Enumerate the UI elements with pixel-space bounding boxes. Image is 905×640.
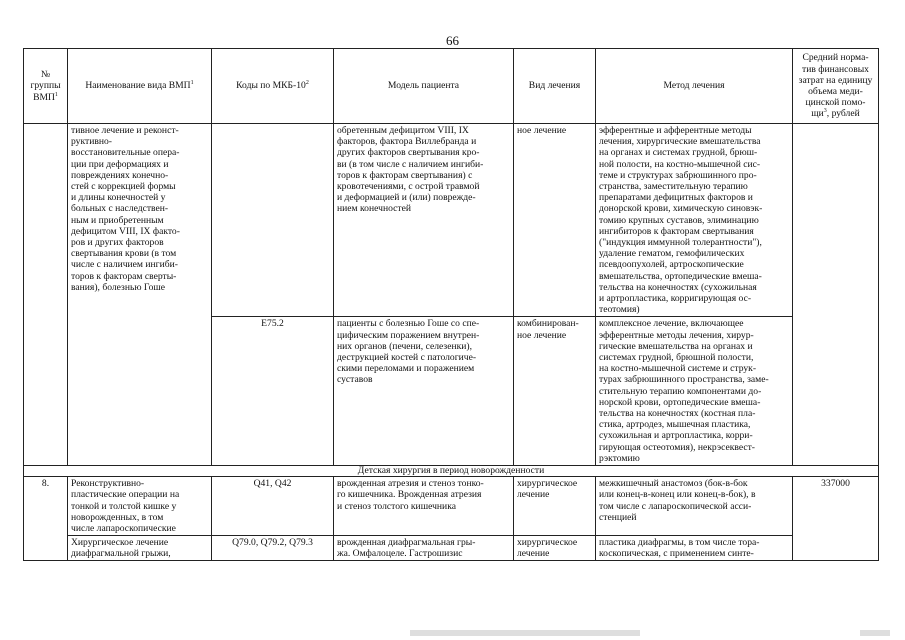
- treatment-method-cell: межкишечный анастомоз (бок-в-бок или конец-в-конец или конец-в-бок), в том числе с лапароскопической асси- стенцией: [596, 477, 793, 536]
- vmp-name-cell: тивное лечение и реконст- руктивно- восстановительные опера- ции при деформациях и повреждениях конечно- стей с коррекцией формы и длины конечностей у больных с наследствен- ным и приобретенным дефицитом VIII, IX факто- ров и других факторов свертывания крови (в том числе с наличием ингиби- торов к факторам сверты- вания), болезнью Гоше: [68, 124, 212, 466]
- header-treatment-method: Метод лечения: [596, 49, 793, 124]
- vmp-name-cell: Хирургическое лечение диафрагмальной грыжи,: [68, 536, 212, 561]
- icd-codes-cell: Q79.0, Q79.2, Q79.3: [212, 536, 334, 561]
- treatment-method-cell: пластика диафрагмы, в том числе тора- коскопическая, с применением синте-: [596, 536, 793, 561]
- icd-codes-cell: E75.2: [212, 317, 334, 466]
- header-group-number: № группы ВМП$^1$: [24, 49, 68, 124]
- patient-model-cell: врожденная диафрагмальная гры- жа. Омфалоцеле. Гастрошизис: [334, 536, 514, 561]
- treatment-method-cell: эфферентные и афферентные методы лечения, хирургические вмешательства на органах и системах грудной, брюш- ной полости, на костно-мышечной сис- теме и структурах забрюшинного про- странства, заместительную терапию препаратами дефицитных факторов и донорской крови, химическую синовэк- томию крупных суставов, элиминацию ингибиторов к факторам свертывания ("индукция иммунной толерантности"), удаление гематом, гемофилических псевдоопухолей, артроскопические вмешательства, ортопедические вмеша- тельства на конечностях (сухожильная и артропластика, корригирующая ос- теотомия): [596, 124, 793, 317]
- header-row: [24, 49, 879, 124]
- patient-model-cell: обретенным дефицитом VIII, IX факторов, фактора Виллебранда и других факторов свертывания кро- ви (в том числе с наличием ингиби- торов к факторам свертывания) с кровотечениями, с острой травмой и деформацией и (или) поврежде- нием конечностей: [334, 124, 514, 317]
- icd-codes-cell: [212, 124, 334, 317]
- vmp-name-cell: Реконструктивно- пластические операции на тонкой и толстой кишке у новорожденных, в том числе лапароскопические: [68, 477, 212, 536]
- section-header-row: [24, 466, 879, 477]
- cost-cell: 337000: [793, 477, 879, 561]
- table-row: [24, 124, 879, 317]
- header-icd-codes: Коды по МКБ-$10^2$: [212, 49, 334, 124]
- header-cost-standard: Средний норма- тив финансовых затрат на единицу объема меди- цинской помо- $щи^3$, рублей: [793, 49, 879, 124]
- treatment-method-cell: комплексное лечение, включающее эфферентные методы лечения, хирур- гические вмешательства на органах и системах грудной, брюшной полости, на костно-мышечной системе и струк- турах забрюшинного пространства, заме- стительную терапию компонентами до- норской крови, ортопедические вмеша- тельства на конечностях (костная пла- стика, артродез, мышечная пластика, сухожильная и артропластика, корри- гирующая остеотомия), некрэсеквест- рэктомию: [596, 317, 793, 466]
- page-number: 66: [446, 33, 459, 48]
- icd-codes-cell: Q41, Q42: [212, 477, 334, 536]
- treatment-type-cell: хирургическое лечение: [514, 477, 596, 536]
- scan-shadow: [860, 630, 890, 636]
- scan-shadow: [410, 630, 640, 636]
- vmp-table: [23, 48, 879, 561]
- header-treatment-type: Вид лечения: [514, 49, 596, 124]
- patient-model-cell: врожденная атрезия и стеноз тонко- го кишечника. Врожденная атрезия и стеноз толстого кишечника: [334, 477, 514, 536]
- patient-model-cell: пациенты с болезнью Гоше со спе- цифическим поражением внутрен- них органов (печени, селезенки), деструкцией костей с патологиче- скими переломами и поражением суставов: [334, 317, 514, 466]
- treatment-type-cell: хирургическое лечение: [514, 536, 596, 561]
- header-patient-model: Модель пациента: [334, 49, 514, 124]
- group-number-cell: 8.: [24, 477, 68, 561]
- header-vmp-name: Наименование вида ВМП$^1$: [68, 49, 212, 124]
- treatment-type-cell: ное лечение: [514, 124, 596, 317]
- table-row: [24, 536, 879, 561]
- group-number-cell: [24, 124, 68, 466]
- cost-cell: [793, 124, 879, 466]
- table-row: [24, 477, 879, 536]
- section-title: Детская хирургия в период новорожденности: [24, 466, 879, 477]
- treatment-type-cell: комбинирован- ное лечение: [514, 317, 596, 466]
